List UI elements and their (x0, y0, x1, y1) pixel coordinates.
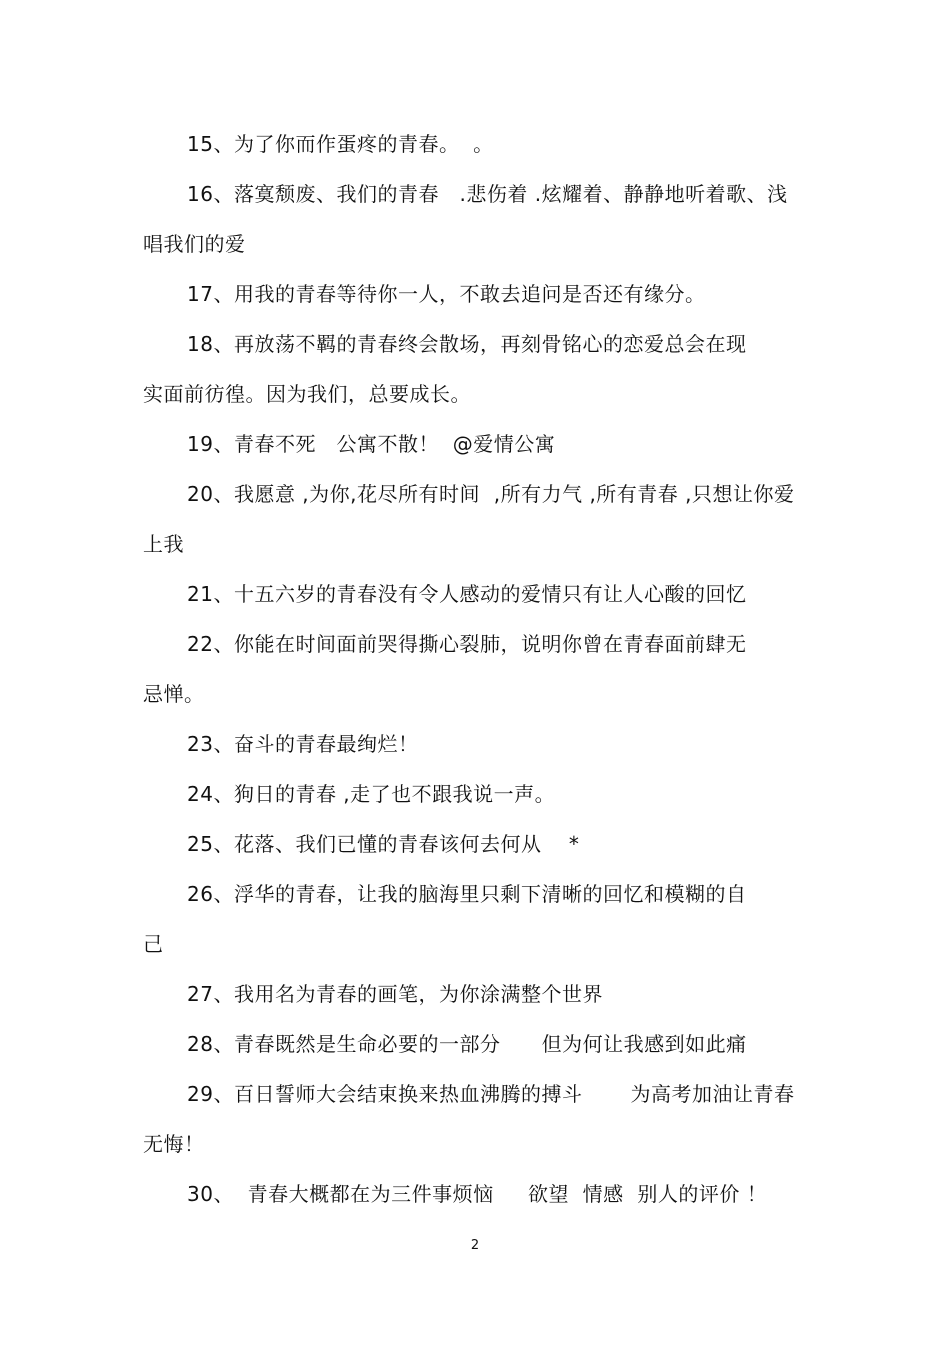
list-item-24: 24、狗日的青春 ,走了也不跟我说一声。 (187, 782, 556, 806)
list-item-21: 21、十五六岁的青春没有令人感动的爱情只有让人心酸的回忆 (187, 582, 747, 606)
list-item-16: 16、落寞颓废、我们的青春 .悲伤着 .炫耀着、静静地听着歌、浅 (187, 182, 788, 206)
list-item-22-continuation: 忌惮。 (143, 682, 205, 706)
list-item-29-continuation: 无悔！ (143, 1132, 205, 1156)
list-item-22: 22、你能在时间面前哭得撕心裂肺，说明你曾在青春面前肆无 (187, 632, 747, 656)
list-item-29: 29、百日誓师大会结束换来热血沸腾的搏斗 为高考加油让青春 (187, 1082, 795, 1106)
list-item-18: 18、再放荡不羁的青春终会散场，再刻骨铭心的恋爱总会在现 (187, 332, 747, 356)
list-item-18-continuation: 实面前彷徨。因为我们，总要成长。 (143, 382, 471, 406)
list-item-20: 20、我愿意 ,为你,花尽所有时间 ,所有力气 ,所有青春 ,只想让你爱 (187, 482, 795, 506)
list-item-23: 23、奋斗的青春最绚烂！ (187, 732, 419, 756)
list-item-20-continuation: 上我 (143, 532, 184, 556)
list-item-25: 25、花落、我们已懂的青春该何去何从 * (187, 832, 580, 856)
list-item-27: 27、我用名为青春的画笔，为你涂满整个世界 (187, 982, 603, 1006)
list-item-17: 17、用我的青春等待你一人，不敢去追问是否还有缘分。 (187, 282, 706, 306)
list-item-16-continuation: 唱我们的爱 (143, 232, 246, 256)
list-item-19: 19、青春不死 公寓不散！ @爱情公寓 (187, 432, 556, 456)
list-item-15: 15、为了你而作蛋疼的青春。 。 (187, 132, 494, 156)
list-item-30: 30、 青春大概都在为三件事烦恼 欲望 情感 别人的评价 ！ (187, 1182, 768, 1206)
list-item-28: 28、青春既然是生命必要的一部分 但为何让我感到如此痛 (187, 1032, 747, 1056)
list-item-26-continuation: 己 (143, 932, 164, 956)
page-number: 2 (470, 1238, 480, 1253)
list-item-26: 26、浮华的青春，让我的脑海里只剩下清晰的回忆和模糊的自 (187, 882, 747, 906)
